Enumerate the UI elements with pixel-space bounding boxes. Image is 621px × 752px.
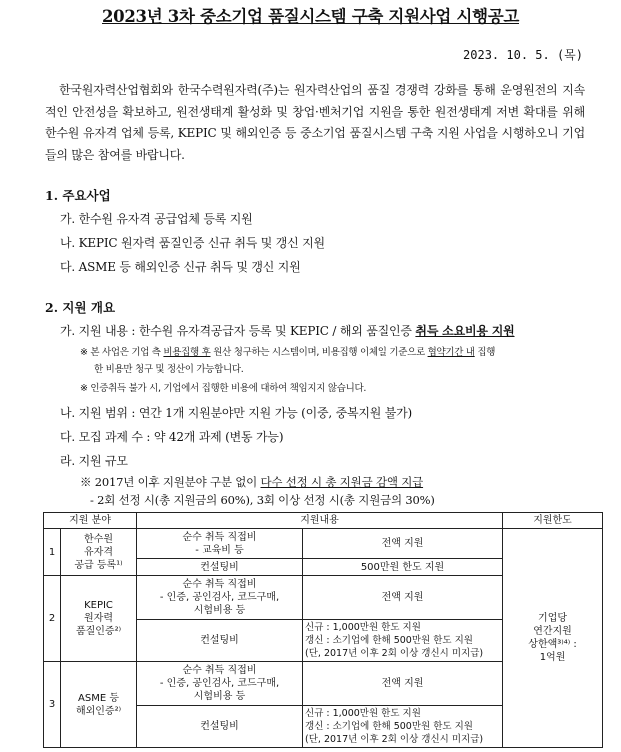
row-item: 순수 취득 직접비 - 인증, 공인검사, 코드구매, 시험비용 등	[137, 576, 303, 620]
intro-paragraph: 한국원자력산업협회와 한국수력원자력(주)는 원자력산업의 품질 경쟁력 강화를 통해 운영원전의 지속적인 안전성을 확보하고, 원전생태계 활성화 및 창업·벤처기업 지원을 통한 원전생태계 저변 확대를 위해 한수원 유자격 업체 등록, KEPIC 및 해외인증 등 중소기업 품질시스템 구축 지원 사업을 시행하오니 기업들의 많은 참여를 바랍니다.	[45, 83, 585, 162]
support-scope: 나. 지원 범위 : 연간 1개 지원분야만 지원 가능 (이중, 중복지원 불가)	[60, 406, 413, 420]
scale-sub: - 2회 선정 시(총 지원금의 60%), 3회 이상 선정 시(총 지원금의 30%)	[90, 493, 435, 507]
notice-title: 2023년 3차 중소기업 품질시스템 구축 지원사업 시행공고	[102, 7, 519, 26]
recruit-count: 다. 모집 과제 수 : 약 42개 과제 (변동 가능)	[60, 430, 284, 444]
header-limit: 지원한도	[503, 513, 603, 529]
row-value: 500만원 한도 지원	[303, 559, 503, 576]
row-field: KEPIC 원자력 품질인증²⁾	[61, 576, 137, 662]
support-scale: 라. 지원 규모	[60, 454, 128, 468]
section1-item: 가. 한수원 유자격 공급업체 등록 지원	[60, 212, 253, 226]
note-reimbursement	[80, 344, 495, 358]
note-text: 집행	[474, 347, 496, 358]
row-item: 컨설팅비	[137, 706, 303, 748]
support-content	[60, 322, 515, 339]
row-value: 신규 : 1,000만원 한도 지원 갱신 : 소기업에 한해 500만원 한도 지원 (단, 2017년 이후 2회 이상 갱신시 미지급)	[303, 620, 503, 662]
note-reimbursement-line2: 한 비용만 청구 및 정산이 가능합니다.	[94, 364, 244, 375]
note-liability: ※ 인증취득 불가 시, 기업에서 집행한 비용에 대하여 책임지지 않습니다.	[80, 383, 367, 394]
row-value: 전액 지원	[303, 576, 503, 620]
support-table	[43, 512, 603, 748]
row-item: 컨설팅비	[137, 620, 303, 662]
row-field: 한수원 유자격 공급 등록¹⁾	[61, 529, 137, 576]
note-text: ※ 본 사업은 기업 측	[80, 347, 164, 358]
table-header-row	[44, 513, 603, 529]
row-item: 컨설팅비	[137, 559, 303, 576]
scale-note	[80, 474, 423, 490]
row-value: 신규 : 1,000만원 한도 지원 갱신 : 소기업에 한해 500만원 한도 지원 (단, 2017년 이후 2회 이상 갱신시 미지급)	[303, 706, 503, 748]
row-no: 2	[44, 576, 61, 662]
row-value: 전액 지원	[303, 529, 503, 559]
support-content-emphasis: 취득 소요비용 지원	[415, 324, 515, 338]
header-field: 지원 분야	[44, 513, 137, 529]
row-no: 1	[44, 529, 61, 576]
section1-heading: 1. 주요사업	[45, 188, 111, 203]
support-content-label: 가. 지원 내용 : 한수원 유자격공급자 등록 및 KEPIC / 해외 품질인증	[60, 324, 416, 338]
header-content: 지원내용	[137, 513, 503, 529]
row-item: 순수 취득 직접비 - 교육비 등	[137, 529, 303, 559]
row-field: ASME 등 해외인증²⁾	[61, 662, 137, 748]
notice-date: 2023. 10. 5. (목)	[463, 48, 583, 62]
row-no: 3	[44, 662, 61, 748]
section1-item: 나. KEPIC 원자력 품질인증 신규 취득 및 갱신 지원	[60, 236, 325, 250]
section1-item: 다. ASME 등 해외인증 신규 취득 및 갱신 지원	[60, 260, 301, 274]
table-row	[44, 529, 603, 559]
row-value: 전액 지원	[303, 662, 503, 706]
scale-note-text: ※ 2017년 이후 지원분야 구분 없이	[80, 475, 261, 489]
note-text: 원산 청구하는 시스템이며, 비용집행 이체일 기준으로	[210, 347, 428, 358]
scale-note-underline: 다수 선정 시 총 지원금 감액 지급	[260, 475, 424, 489]
section2-heading: 2. 지원 개요	[45, 300, 116, 315]
row-item: 순수 취득 직접비 - 인증, 공인검사, 코드구매, 시험비용 등	[137, 662, 303, 706]
note-underline: 비용집행 후	[163, 347, 211, 358]
support-limit: 기업당 연간지원 상한액³⁾⁴⁾ : 1억원	[503, 529, 603, 748]
note-underline: 협약기간 내	[427, 347, 475, 358]
